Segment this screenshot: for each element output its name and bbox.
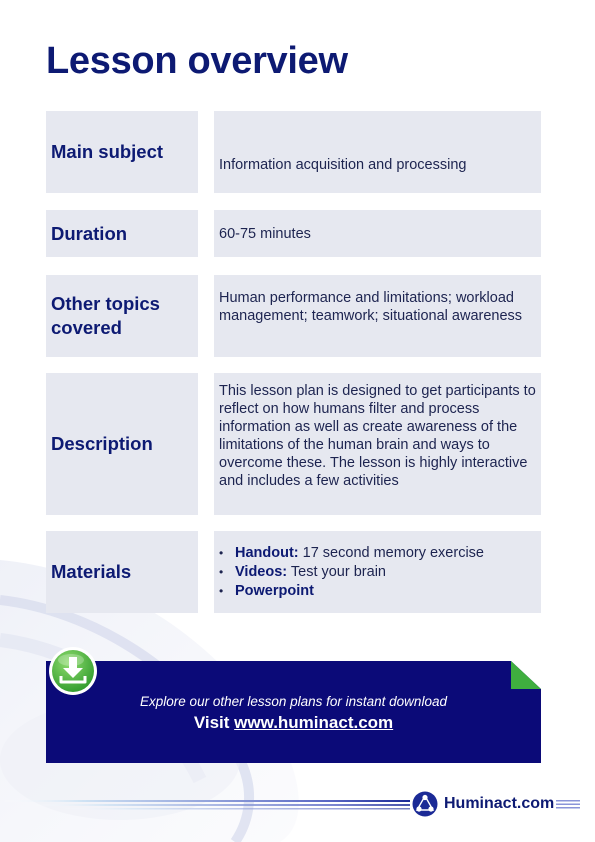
materials-list: [219, 544, 537, 601]
brand-name: Huminact.com: [444, 795, 555, 812]
row-description: [46, 373, 541, 515]
row-value: Human performance and limitations; workload management; teamwork; situational awareness: [219, 290, 523, 324]
materials-item-text: Test your brain: [287, 564, 386, 580]
materials-item: [219, 563, 537, 582]
row-label-cell: [46, 531, 198, 613]
banner-corner-fold-decoration: [511, 661, 541, 689]
row-value-cell: [214, 373, 541, 515]
download-icon[interactable]: [47, 645, 99, 697]
row-label: Description: [51, 433, 153, 454]
banner-tagline: Explore our other lesson plans for instant download: [140, 694, 447, 709]
materials-item: [219, 582, 537, 601]
row-label-cell: [46, 373, 198, 515]
row-value: 60-75 minutes: [219, 226, 311, 242]
footer-brand-lines-decoration: [556, 799, 580, 809]
row-value-cell: [214, 111, 541, 193]
row-value: Information acquisition and processing: [219, 157, 467, 173]
banner-website-link[interactable]: www.huminact.com: [234, 713, 394, 732]
materials-item-bold: Videos:: [235, 564, 288, 580]
row-label-cell: [46, 210, 198, 257]
footer-brand: [412, 791, 554, 817]
row-value: This lesson plan is designed to get participants to reflect on how humans filter and process information as well as create awareness of the limitations of the human brain and ways to overcome these. The lesson is highly interactive and includes a few activities: [219, 383, 536, 489]
row-label: Other topics covered: [51, 293, 160, 338]
row-label: Duration: [51, 222, 128, 244]
page-title: Lesson overview: [46, 40, 348, 82]
materials-item-bold: Powerpoint: [235, 583, 314, 599]
row-label: Materials: [51, 561, 132, 582]
row-other-topics: [46, 275, 541, 357]
promo-banner: [46, 661, 541, 763]
banner-visit-line: [46, 713, 541, 733]
row-value-cell: [214, 210, 541, 257]
row-label-cell: [46, 275, 198, 357]
row-value-cell: [214, 531, 541, 613]
row-label: Main subject: [51, 141, 164, 162]
row-label-cell: [46, 111, 198, 193]
row-materials: [46, 531, 541, 613]
materials-item: [219, 544, 537, 563]
row-duration: [46, 210, 541, 257]
banner-visit-label: Visit: [193, 713, 235, 732]
row-main-subject: [46, 111, 541, 193]
row-value-cell: [214, 275, 541, 357]
materials-item-bold: Handout:: [235, 545, 299, 561]
materials-item-text: 17 second memory exercise: [298, 545, 484, 561]
huminact-logo-icon: [412, 791, 438, 817]
footer-gradient-lines-decoration: [0, 797, 410, 813]
